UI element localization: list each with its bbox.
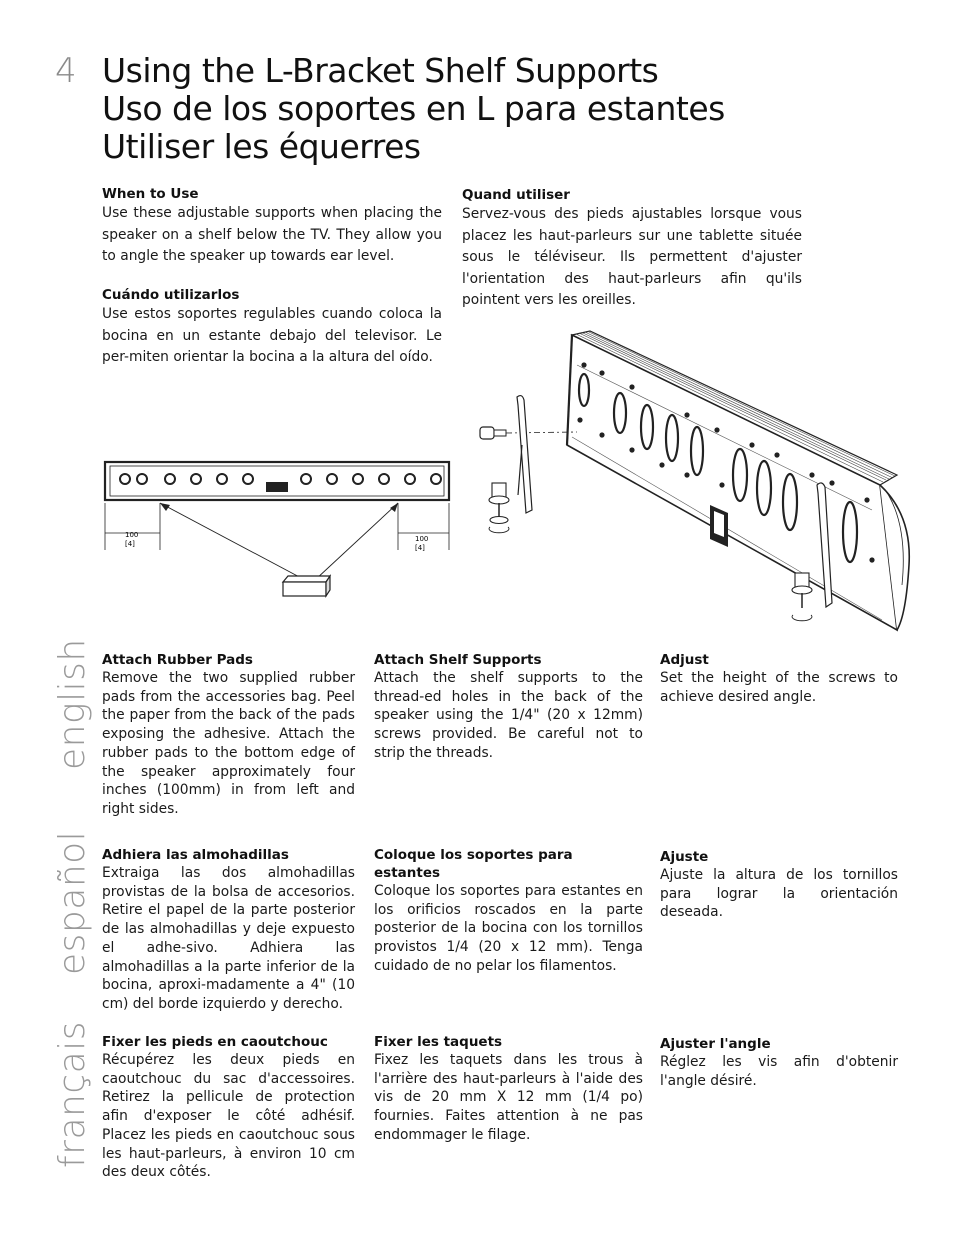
step-heading: Ajuster l'angle xyxy=(660,1036,771,1052)
step-heading: Attach Shelf Supports xyxy=(374,652,542,668)
speaker-front-diagram xyxy=(100,455,460,605)
rear-screw-hole xyxy=(684,472,689,477)
step-heading: Fixer les pieds en caoutchouc xyxy=(102,1034,328,1050)
rear-screw-hole xyxy=(869,557,874,562)
step-text: Fixez les taquets dans les trous à l'arrière des haut-parleurs à l'aide des vis de 20 mm X 12 mm (1/4 po) fournies. Faites attention à ne pas endommager le filage. xyxy=(374,1052,643,1143)
side-label-espanol: español xyxy=(52,830,93,975)
intro-en-heading: When to Use xyxy=(102,186,199,202)
dim-left-unit: [4] xyxy=(125,540,135,548)
step-en-2 xyxy=(374,651,643,763)
rear-screw-hole xyxy=(774,452,779,457)
title-line-en: Using the L-Bracket Shelf Supports xyxy=(102,51,659,90)
rear-screw-hole xyxy=(749,442,754,447)
step-heading: Ajuste xyxy=(660,849,709,865)
rear-screw-hole xyxy=(719,482,724,487)
step-text: Extraiga las dos almohadillas provistas de la bolsa de accesorios. Retire el papel de la parte posterior de las almohadillas y deje expuesto el adhe-sivo. Adhiera las almohadillas a la parte inferior de la bocina, aproxi-madamente a 4" (10 cm) del borde izquierdo y derecho. xyxy=(102,865,355,1012)
step-text: Remove the two supplied rubber pads from the accessories bag. Peel the paper from the back of the pads exposing the adhesive. Attach the rubber pads to the bottom edge of the speaker approximately four inches (100mm) in from left and right sides. xyxy=(102,670,355,817)
rear-screw-hole xyxy=(581,362,586,367)
side-label-francais: français xyxy=(52,1021,93,1168)
l-bracket-left xyxy=(517,396,532,513)
rear-screw-hole xyxy=(714,427,719,432)
step-text: Set the height of the screws to achieve desired angle. xyxy=(660,670,898,705)
rear-screw-hole xyxy=(659,462,664,467)
intro-es-text: Use estos soportes regulables cuando coloca la bocina en un estante debajo del televisor. Le per-miten orientar la bocina a la altura del oído. xyxy=(102,306,442,365)
speaker-front-outline xyxy=(105,462,449,500)
side-label-english: english xyxy=(52,638,93,770)
step-en-1 xyxy=(102,651,355,819)
step-text: Réglez les vis afin d'obtenir l'angle désiré. xyxy=(660,1054,898,1089)
intro-fr-text: Servez-vous des pieds ajustables lorsque vous placez les haut-parleurs sur une tablette située sous le téléviseur. Ils permettent d'ajuster l'orientation des haut-parleurs afin qu'ils pointent vers les oreilles. xyxy=(462,206,802,308)
intro-es xyxy=(102,286,442,369)
step-es-2 xyxy=(374,846,643,976)
step-heading: Coloque los soportes para estantes xyxy=(374,847,573,881)
step-heading: Adhiera las almohadillas xyxy=(102,847,289,863)
step-fr-2 xyxy=(374,1033,643,1145)
page-title xyxy=(102,52,725,166)
rear-screw-hole xyxy=(829,480,834,485)
step-text: Coloque los soportes para estantes en los orificios roscados en la parte posterior de la bocina con los tornillos provistos 1/4 (20 x 12 mm). Tenga cuidado de no pelar los filamentos. xyxy=(374,883,643,974)
rear-screw-hole xyxy=(629,447,634,452)
title-line-fr: Utiliser les équerres xyxy=(102,127,421,166)
step-heading: Attach Rubber Pads xyxy=(102,652,253,668)
page-number: 4 xyxy=(55,51,77,91)
dim-right-value: 100 xyxy=(415,535,429,543)
rubber-pad xyxy=(283,576,330,582)
rear-screw-hole xyxy=(864,497,869,502)
step-fr-3 xyxy=(660,1035,898,1090)
step-text: Attach the shelf supports to the thread-ed holes in the back of the speaker using the 1/4" (20 x 12mm) screws provided. Be careful not to strip the threads. xyxy=(374,670,643,761)
intro-en xyxy=(102,185,442,268)
step-text: Récupérez les deux pieds en caoutchouc du sac d'accessoires. Retirez la pellicule de protection afin d'exposer le côté adhésif. Placez les pieds en caoutchouc sous les haut-parleurs, à environ 10 cm des deux côtés. xyxy=(102,1052,355,1181)
rear-screw-hole xyxy=(577,417,582,422)
intro-fr-heading: Quand utiliser xyxy=(462,187,570,203)
rear-screw-hole xyxy=(684,412,689,417)
rear-screw-hole xyxy=(809,472,814,477)
rear-screw-hole xyxy=(599,370,604,375)
intro-en-text: Use these adjustable supports when placing the speaker on a shelf below the TV. They allow you to angle the speaker up towards ear level. xyxy=(102,205,442,264)
step-text: Ajuste la altura de los tornillos para lograr la orientación deseada. xyxy=(660,867,898,921)
intro-es-heading: Cuándo utilizarlos xyxy=(102,287,240,303)
intro-fr xyxy=(462,186,802,312)
dim-left-value: 100 xyxy=(125,531,139,539)
rear-screw-hole xyxy=(629,384,634,389)
speaker-front-badge xyxy=(266,482,288,492)
step-heading: Adjust xyxy=(660,652,709,668)
step-heading: Fixer les taquets xyxy=(374,1034,503,1050)
step-en-3 xyxy=(660,651,898,706)
step-fr-1 xyxy=(102,1033,355,1182)
step-es-1 xyxy=(102,846,355,1014)
speaker-rear-diagram xyxy=(472,325,932,635)
mounting-screw xyxy=(480,427,494,439)
title-line-es: Uso de los soportes en L para estantes xyxy=(102,89,725,128)
dim-right-unit: [4] xyxy=(415,544,425,552)
step-es-3 xyxy=(660,848,898,922)
rear-screw-hole xyxy=(599,432,604,437)
speaker-back-panel xyxy=(567,335,897,630)
